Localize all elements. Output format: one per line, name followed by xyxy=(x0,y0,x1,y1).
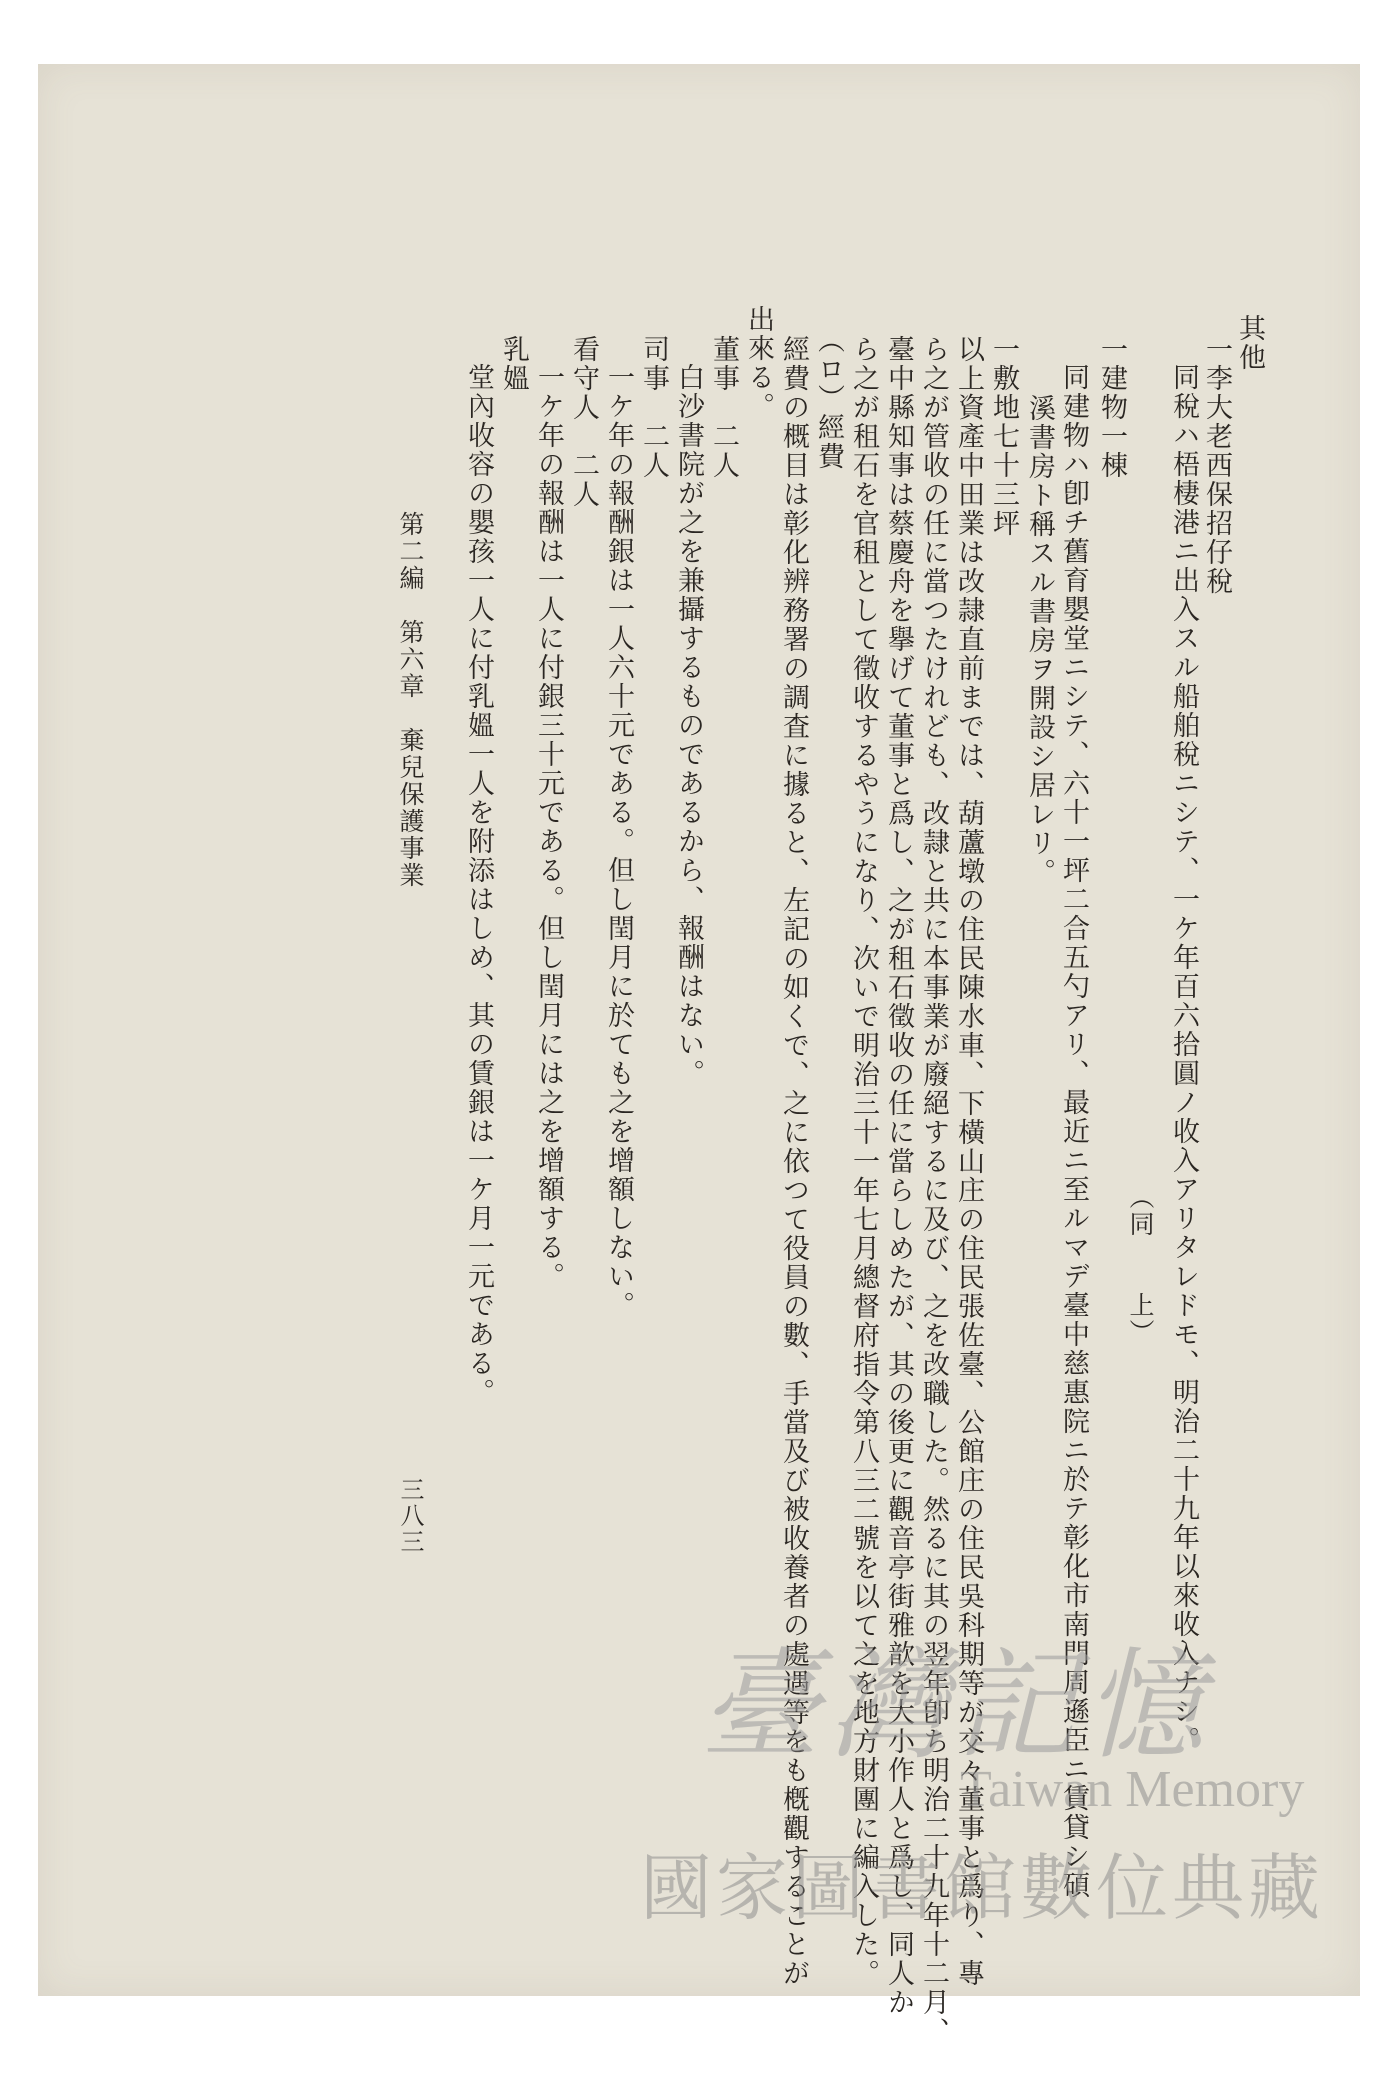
paragraph-wet-nurse: 堂內收容の嬰孩一人に付乳媼一人を附添はしめ、其の賃銀は一ケ月一元である。 xyxy=(463,363,494,1407)
paragraph-expenses-cont: 出來る。 xyxy=(743,305,774,421)
paragraph-building-cont: 溪書房ト稱スル書房ヲ開設シ居レリ。 xyxy=(1024,394,1055,887)
running-head: 第二編 第六章 棄兒保護事業 xyxy=(396,511,425,889)
paragraph-secretary: 一ケ年の報酬銀は一人六十元である。但し閏月に於ても之を增額しない。 xyxy=(603,363,634,1320)
item-heading-building: 一建物一棟 xyxy=(1096,335,1127,480)
heading-secretary: 司事 二人 xyxy=(638,335,669,480)
section-heading-other: 其他 xyxy=(1234,314,1265,372)
item-heading-tax: 一李大老西保招仔稅 xyxy=(1201,335,1232,596)
paragraph-tax: 同稅ハ梧棲港ニ出入スル船舶稅ニシテ、一ケ年百六拾圓ノ收入アリタレドモ、明治二十九年以來收入ナシ。 xyxy=(1168,363,1199,1755)
heading-director: 董事 二人 xyxy=(708,335,739,480)
section-heading-expenses: （ロ）經費 xyxy=(813,326,844,471)
paragraph-assets-2: ら之が管收の任に當つたけれども、改隷と共に本事業が廢絕するに及び、之を改職した。然るに其の翌年卽ち明治二十九年十二月、 xyxy=(918,335,949,2046)
watermark-chinese: 國家圖書館數位典藏 xyxy=(640,1846,1325,1930)
paragraph-building: 同建物ハ卽チ舊育嬰堂ニシテ、六十一坪二合五勺アリ、最近ニ至ルマデ臺中慈惠院ニ於テ彰化市南門周遜臣ニ賃貸シ碩 xyxy=(1058,363,1089,1900)
citation-same: （同 上） xyxy=(1126,1184,1155,1346)
paragraph-guard: 一ケ年の報酬は一人に付銀三十元である。但し閏月には之を增額する。 xyxy=(533,363,564,1291)
heading-wet-nurse: 乳媼 xyxy=(498,335,529,393)
item-heading-land: 一敷地七十三坪 xyxy=(988,335,1019,538)
watermark-logo-text: 臺灣記憶 xyxy=(700,1637,1212,1776)
paragraph-assets-4: ら之が租石を官租として徵收するやうになり、次いで明治三十一年七月總督府指令第八三二號を以て之を地方財團に編入した。 xyxy=(848,335,879,1988)
paragraph-assets-1: 以上資產中田業は改隷直前までは、葫蘆墩の住民陳水車、下橫山庄の住民張佐臺、公館庄の住民吳科期等が交々董事と爲り、專 xyxy=(953,335,984,1988)
heading-guard: 看守人 二人 xyxy=(568,335,599,509)
watermark-english: Taiwan Memory xyxy=(960,1761,1305,1818)
paragraph-assets-3: 臺中縣知事は蔡慶舟を擧げて董事と爲し、之が租石徵收の任に當らしめたが、其の後更に觀音亭街雅歆を大小作人と爲し、同人か xyxy=(883,335,914,2017)
paragraph-director: 白沙書院が之を兼攝するものであるから、報酬はない。 xyxy=(673,363,704,1088)
watermark xyxy=(640,1610,1340,1940)
paragraph-expenses: 經費の概目は彰化辨務署の調査に據ると、左記の如くで、之に依つて役員の數、手當及び被收養者の處遇等をも槪觀することが xyxy=(778,335,809,1988)
page-number: 三八三 xyxy=(396,1477,424,1555)
